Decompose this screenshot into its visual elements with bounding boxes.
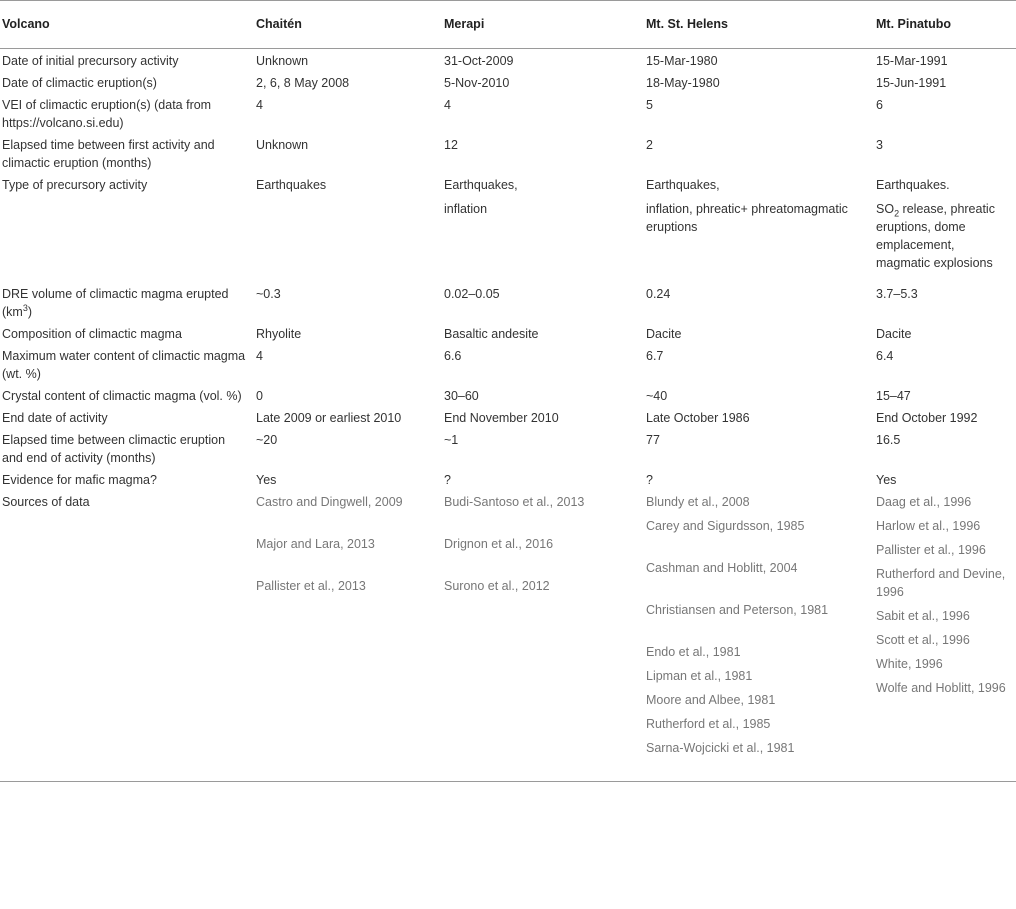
sources-st-helens xyxy=(644,490,874,782)
row-label: Elapsed time between climactic eruption and end of activity (months) xyxy=(2,433,226,465)
cell-merapi: 5-Nov-2010 xyxy=(444,76,510,90)
row-label: Type of precursory activity xyxy=(2,178,148,192)
source-citation: Sabit et al., 1996 xyxy=(876,609,970,623)
cell-pinatubo xyxy=(874,173,1016,282)
source-citation: Castro and Dingwell, 2009 xyxy=(256,495,403,509)
source-citation: Wolfe and Hoblitt, 1996 xyxy=(876,681,1006,695)
table-body xyxy=(0,49,1016,782)
cell-st-helens: 18-May-1980 xyxy=(646,76,720,90)
cell-pinatubo: 15-Mar-1991 xyxy=(876,54,948,68)
cell-merapi: 12 xyxy=(444,138,458,152)
table-row xyxy=(0,428,1016,468)
table-row xyxy=(0,173,1016,282)
cell-chaiten: Yes xyxy=(256,473,277,487)
row-label: Composition of climactic magma xyxy=(2,327,182,341)
cell-merapi xyxy=(442,173,644,282)
source-citation: Sarna-Wojcicki et al., 1981 xyxy=(646,741,795,755)
cell-merapi: ? xyxy=(444,473,451,487)
sources-pinatubo xyxy=(874,490,1016,782)
table-row xyxy=(0,322,1016,344)
cell-pinatubo: 15-Jun-1991 xyxy=(876,76,947,90)
cell-chaiten: Rhyolite xyxy=(256,327,302,341)
source-citation: Drignon et al., 2016 xyxy=(444,537,554,551)
cell-st-helens xyxy=(644,173,874,282)
cell-pinatubo: 3 xyxy=(876,138,883,152)
cell-pinatubo: End October 1992 xyxy=(876,411,978,425)
cell-st-helens: 5 xyxy=(646,98,653,112)
cell-chaiten: Late 2009 or earliest 2010 xyxy=(256,411,402,425)
row-label: VEI of climactic eruption(s) (data from https://volcano.si.edu) xyxy=(2,98,212,130)
table-row xyxy=(0,384,1016,406)
cell-line: Earthquakes. xyxy=(876,178,950,192)
cell-merapi: ~1 xyxy=(444,433,459,447)
cell-chaiten: 0 xyxy=(256,389,263,403)
source-citation: Surono et al., 2012 xyxy=(444,579,550,593)
source-citation: Harlow et al., 1996 xyxy=(876,519,981,533)
cell-chaiten: 2, 6, 8 May 2008 xyxy=(256,76,350,90)
source-citation: Pallister et al., 1996 xyxy=(876,543,986,557)
cell-st-helens: Late October 1986 xyxy=(646,411,750,425)
cell-chaiten: 4 xyxy=(256,98,263,112)
table-row xyxy=(0,133,1016,173)
sources-row xyxy=(0,490,1016,782)
cell-pinatubo: 3.7–5.3 xyxy=(876,287,918,301)
cell-chaiten xyxy=(254,173,442,282)
row-label: DRE volume of climactic magma erupted $(km^3)$ xyxy=(2,287,229,319)
cell-line: Earthquakes xyxy=(256,178,327,192)
cell-merapi: 6.6 xyxy=(444,349,462,363)
row-label: Date of climactic eruption(s) xyxy=(2,76,157,90)
table-row xyxy=(0,71,1016,93)
cell-st-helens: Dacite xyxy=(646,327,682,341)
source-citation: Major and Lara, 2013 xyxy=(256,537,375,551)
row-label: Date of initial precursory activity xyxy=(2,54,179,68)
cell-pinatubo: 6 xyxy=(876,98,883,112)
source-citation: White, 1996 xyxy=(876,657,943,671)
cell-st-helens: 0.24 xyxy=(646,287,671,301)
cell-chaiten: 4 xyxy=(256,349,263,363)
source-citation: Blundy et al., 2008 xyxy=(646,495,750,509)
header-chaiten: Chaitén xyxy=(256,17,302,31)
cell-st-helens: ~40 xyxy=(646,389,668,403)
cell-st-helens: 2 xyxy=(646,138,653,152)
row-label: Sources of data xyxy=(2,495,90,509)
source-citation: Carey and Sigurdsson, 1985 xyxy=(646,519,805,533)
cell-st-helens: ? xyxy=(646,473,653,487)
cell-merapi: 31-Oct-2009 xyxy=(444,54,514,68)
source-citation: Endo et al., 1981 xyxy=(646,645,741,659)
cell-pinatubo: 16.5 xyxy=(876,433,901,447)
cell-st-helens: 15-Mar-1980 xyxy=(646,54,718,68)
source-citation: Christiansen and Peterson, 1981 xyxy=(646,603,829,617)
cell-st-helens: 77 xyxy=(646,433,660,447)
cell-merapi: Basaltic andesite xyxy=(444,327,539,341)
row-label: Crystal content of climactic magma (vol. %) xyxy=(2,389,242,403)
table-row xyxy=(0,406,1016,428)
cell-merapi: 0.02–0.05 xyxy=(444,287,500,301)
source-citation: Lipman et al., 1981 xyxy=(646,669,753,683)
table-row xyxy=(0,344,1016,384)
table-row xyxy=(0,49,1016,72)
cell-pinatubo: Yes xyxy=(876,473,897,487)
cell-chaiten: Unknown xyxy=(256,54,309,68)
cell-merapi: 30–60 xyxy=(444,389,479,403)
cell-chaiten: Unknown xyxy=(256,138,309,152)
cell-line: inflation, phreatic+ phreatomagmatic eruptions xyxy=(646,202,848,234)
source-citation: Moore and Albee, 1981 xyxy=(646,693,776,707)
header-pinatubo: Mt. Pinatubo xyxy=(876,17,951,31)
row-label: Elapsed time between first activity and climactic eruption (months) xyxy=(2,138,215,170)
cell-merapi: End November 2010 xyxy=(444,411,559,425)
source-citation: Daag et al., 1996 xyxy=(876,495,972,509)
cell-line: Earthquakes, xyxy=(444,178,518,192)
cell-line: Earthquakes, xyxy=(646,178,720,192)
table-row xyxy=(0,93,1016,133)
row-label: Evidence for mafic magma? xyxy=(2,473,157,487)
cell-chaiten: ~20 xyxy=(256,433,278,447)
cell-line: $SO_2$ release, phreatic eruptions, dome emplacement, magmatic explosions xyxy=(876,202,995,270)
cell-merapi: 4 xyxy=(444,98,451,112)
sources-merapi xyxy=(442,490,644,782)
cell-line: inflation xyxy=(444,202,488,216)
source-citation: Budi-Santoso et al., 2013 xyxy=(444,495,585,509)
cell-st-helens: 6.7 xyxy=(646,349,664,363)
cell-pinatubo: 15–47 xyxy=(876,389,911,403)
table-row xyxy=(0,282,1016,322)
table-row xyxy=(0,468,1016,490)
cell-pinatubo: 6.4 xyxy=(876,349,894,363)
source-citation: Cashman and Hoblitt, 2004 xyxy=(646,561,798,575)
sources-chaiten xyxy=(254,490,442,782)
header-merapi: Merapi xyxy=(444,17,485,31)
source-citation: Pallister et al., 2013 xyxy=(256,579,366,593)
row-label: Maximum water content of climactic magma (wt. %) xyxy=(2,349,246,381)
source-citation: Rutherford and Devine, 1996 xyxy=(876,567,1006,599)
source-citation: Rutherford et al., 1985 xyxy=(646,717,771,731)
cell-pinatubo: Dacite xyxy=(876,327,912,341)
row-label: End date of activity xyxy=(2,411,108,425)
cell-chaiten: ~0.3 xyxy=(256,287,281,301)
source-citation: Scott et al., 1996 xyxy=(876,633,970,647)
header-volcano: Volcano xyxy=(2,17,50,31)
header-st-helens: Mt. St. Helens xyxy=(646,17,728,31)
header-row xyxy=(0,1,1016,49)
table-header xyxy=(0,1,1016,49)
